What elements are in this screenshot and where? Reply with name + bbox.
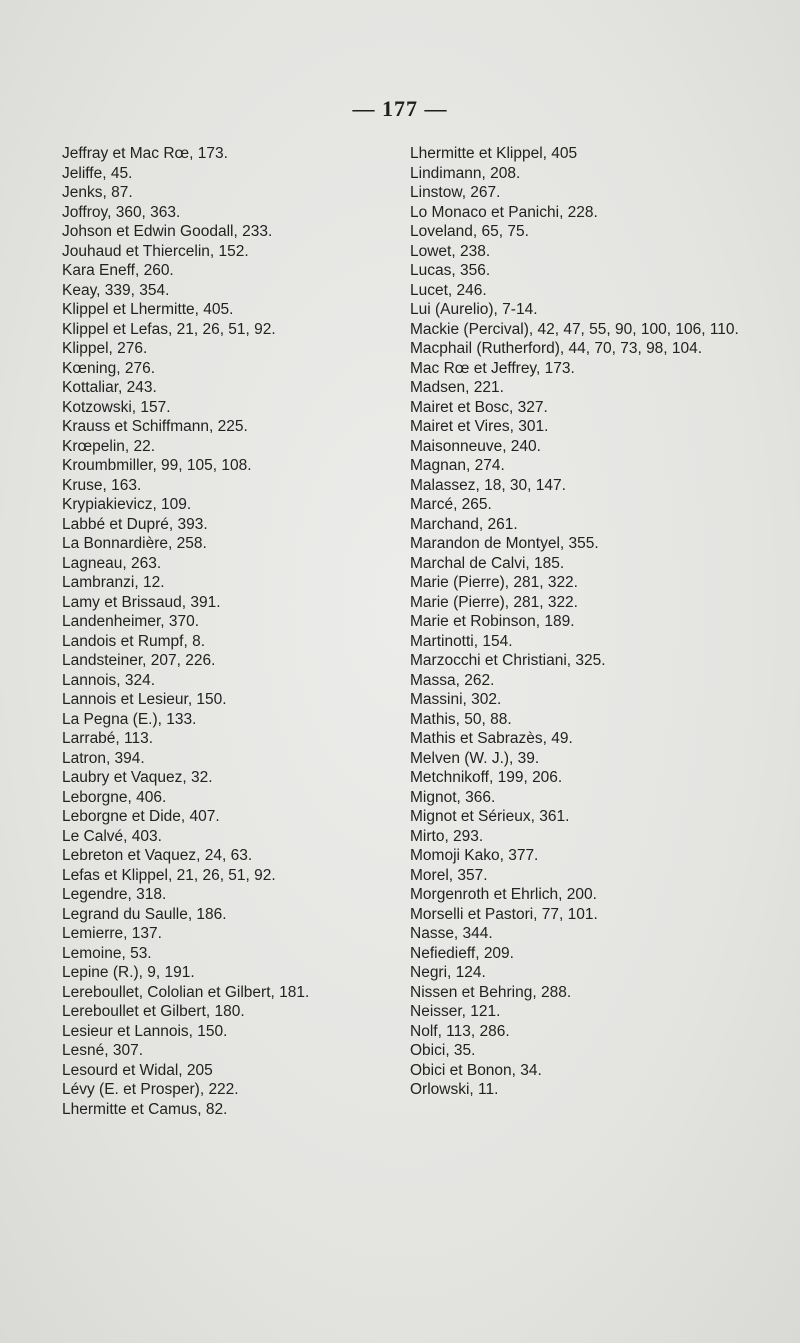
index-entry: Lereboullet et Gilbert, 180. (62, 1003, 245, 1020)
index-entry: Mirto, 293. (410, 827, 484, 845)
index-entry: Marzocchi et Christiani, 325. (410, 652, 606, 669)
index-entry: Negri, 124. (410, 964, 486, 981)
index-entry: Lagneau, 263. (62, 554, 162, 572)
index-entry: Legendre, 318. (62, 886, 167, 903)
index-column-right (410, 144, 770, 1100)
index-entry: Jeffray et Mac Rœ, 173. (62, 145, 228, 162)
index-entry: Labbé et Dupré, 393. (62, 515, 208, 533)
index-entry: Lo Monaco et Panichi, 228. (410, 203, 598, 221)
index-entry: Melven (W. J.), 39. (410, 749, 540, 767)
index-entry: Jeliffe, 45. (62, 164, 133, 182)
index-entry: Nolf, 113, 286. (410, 1022, 510, 1040)
index-entry: Kœning, 276. (62, 359, 156, 377)
index-entry: Macphail (Rutherford), 44, 70, 73, 98, 104. (410, 340, 703, 357)
index-entry: Mignot, 366. (410, 788, 496, 806)
index-entry: Klippel et Lhermitte, 405. (62, 301, 234, 318)
index-entry: Morel, 357. (410, 866, 488, 884)
index-entry: Lévy (E. et Prosper), 222. (62, 1081, 239, 1098)
index-entry: Lannois, 324. (62, 671, 156, 689)
index-entry: Massini, 302. (410, 691, 502, 708)
index-entry: Leborgne et Dide, 407. (62, 808, 220, 825)
index-entry: Lucas, 356. (410, 262, 491, 279)
index-entry: Marie (Pierre), 281, 322. (410, 593, 578, 611)
index-entry: Lindimann, 208. (410, 164, 521, 182)
index-entry: Marcé, 265. (410, 496, 492, 513)
index-entry: Klippel et Lefas, 21, 26, 51, 92. (62, 320, 276, 338)
index-entry: Linstow, 267. (410, 184, 501, 201)
index-entry: Johson et Edwin Goodall, 233. (62, 223, 273, 240)
index-entry: Laubry et Vaquez, 32. (62, 769, 213, 786)
index-entry: Mairet et Bosc, 327. (410, 398, 548, 416)
index-entry: Larrabé, 113. (62, 730, 154, 747)
index-entry: Mac Rœ et Jeffrey, 173. (410, 359, 575, 377)
index-entry: Lefas et Klippel, 21, 26, 51, 92. (62, 866, 276, 884)
index-entry: Marie et Robinson, 189. (410, 613, 575, 630)
index-entry: La Pegna (E.), 133. (62, 710, 197, 728)
index-entry: Obici, 35. (410, 1042, 476, 1059)
index-entry: Malassez, 18, 30, 147. (410, 476, 566, 494)
index-entry: Martinotti, 154. (410, 632, 513, 650)
index-entry: Leborgne, 406. (62, 788, 167, 806)
index-entry: Momoji Kako, 377. (410, 847, 539, 864)
index-entry: Morgenroth et Ehrlich, 200. (410, 886, 597, 903)
index-entry: Landois et Rumpf, 8. (62, 632, 206, 650)
index-entry: Lhermitte et Camus, 82. (62, 1100, 228, 1118)
index-entry: Mairet et Vires, 301. (410, 418, 549, 435)
index-entry: Marchal de Calvi, 185. (410, 554, 565, 572)
index-entry: Mackie (Percival), 42, 47, 55, 90, 100, 106, 110. (410, 320, 739, 338)
index-entry: Massa, 262. (410, 671, 495, 689)
index-entry: Lemoine, 53. (62, 944, 152, 962)
index-entry: Kroumbmiller, 99, 105, 108. (62, 457, 252, 474)
index-entry: Orlowski, 11. (410, 1081, 499, 1098)
index-entry: Lereboullet, Cololian et Gilbert, 181. (62, 983, 310, 1001)
index-entry: Maisonneuve, 240. (410, 437, 541, 455)
index-entry: Kruse, 163. (62, 476, 142, 494)
index-entry: Kara Eneff, 260. (62, 262, 174, 279)
index-entry: Lepine (R.), 9, 191. (62, 964, 195, 981)
index-entry: Legrand du Saulle, 186. (62, 905, 227, 923)
index-entry: Mathis, 50, 88. (410, 710, 512, 728)
index-entry: Kottaliar, 243. (62, 379, 157, 396)
index-entry: Marandon de Montyel, 355. (410, 535, 599, 552)
index-entry: Lebreton et Vaquez, 24, 63. (62, 847, 253, 864)
index-entry: Lamy et Brissaud, 391. (62, 593, 221, 611)
index-entry: Neisser, 121. (410, 1003, 501, 1020)
index-entry: Lowet, 238. (410, 242, 491, 260)
index-entry: Marie (Pierre), 281, 322. (410, 574, 578, 591)
index-entry: Lambranzi, 12. (62, 574, 165, 591)
index-entry: Nissen et Behring, 288. (410, 983, 572, 1001)
index-entry: Nefiedieff, 209. (410, 944, 514, 962)
index-entry: Lemierre, 137. (62, 925, 162, 942)
index-entry: Lhermitte et Klippel, 405 (410, 145, 578, 162)
index-entry: Lannois et Lesieur, 150. (62, 691, 227, 708)
index-entry: Magnan, 274. (410, 457, 505, 474)
index-entry: Metchnikoff, 199, 206. (410, 769, 563, 786)
index-entry: La Bonnardière, 258. (62, 535, 207, 552)
index-entry: Landsteiner, 207, 226. (62, 652, 216, 669)
index-entry: Krypiakievicz, 109. (62, 496, 192, 513)
index-entry: Obici et Bonon, 34. (410, 1061, 542, 1079)
index-entry: Lucet, 246. (410, 281, 487, 299)
index-entry: Lui (Aurelio), 7-14. (410, 301, 538, 318)
page-number: — 177 — (352, 96, 448, 121)
index-entry: Mathis et Sabrazès, 49. (410, 730, 573, 747)
index-entry: Keay, 339, 354. (62, 281, 170, 299)
index-entry: Nasse, 344. (410, 925, 493, 942)
index-entry: Krœpelin, 22. (62, 437, 156, 455)
index-entry: Krauss et Schiffmann, 225. (62, 418, 248, 435)
index-entry: Lesourd et Widal, 205 (62, 1061, 213, 1079)
index-entry: Latron, 394. (62, 749, 145, 767)
index-column-left (62, 144, 392, 1119)
index-entry: Jenks, 87. (62, 184, 133, 201)
index-entry: Le Calvé, 403. (62, 827, 162, 845)
index-entry: Mignot et Sérieux, 361. (410, 808, 570, 825)
index-entry: Marchand, 261. (410, 515, 518, 533)
index-entry: Klippel, 276. (62, 340, 148, 357)
index-entry: Lesieur et Lannois, 150. (62, 1022, 228, 1040)
index-entry: Landenheimer, 370. (62, 613, 200, 630)
index-entry: Morselli et Pastori, 77, 101. (410, 905, 598, 923)
index-entry: Joffroy, 360, 363. (62, 203, 181, 221)
index-entry: Madsen, 221. (410, 379, 504, 396)
index-entry: Lesné, 307. (62, 1042, 144, 1059)
index-entry: Jouhaud et Thiercelin, 152. (62, 242, 249, 260)
index-entry: Loveland, 65, 75. (410, 223, 529, 240)
index-entry: Kotzowski, 157. (62, 398, 171, 416)
